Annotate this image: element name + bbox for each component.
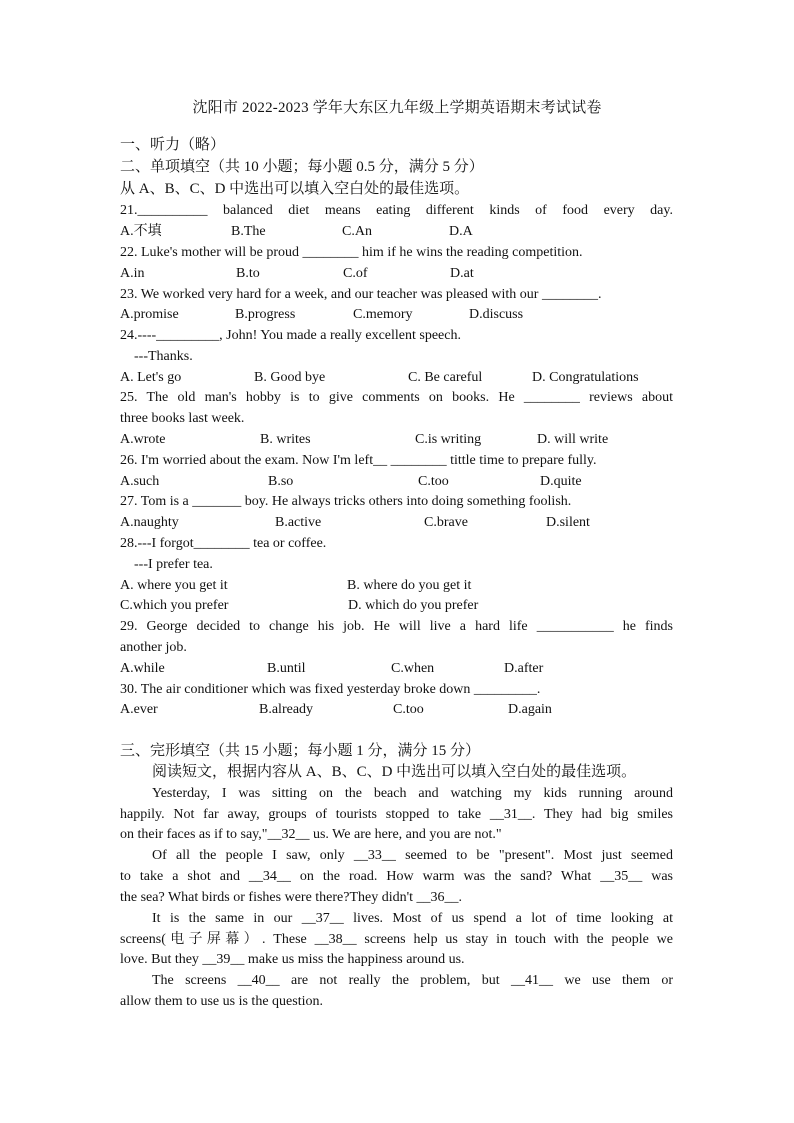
question-24-stem: 24.----_________, John! You made a really excellent speech. <box>120 328 461 343</box>
cloze-p4-line2: allow them to use us is the question. <box>120 994 323 1009</box>
q28-option-c: C.which you prefer <box>120 598 229 613</box>
q24-option-b: B. Good bye <box>254 370 326 385</box>
q23-option-b: B.progress <box>235 307 296 322</box>
question-25-stem: 25. The old man's hobby is to give comments on books. He ________ reviews about <box>120 390 673 405</box>
q22-option-d: D.at <box>450 266 474 281</box>
q28-option-b: B. where do you get it <box>347 578 472 593</box>
q29-option-b: B.until <box>267 661 306 676</box>
q26-option-c: C.too <box>418 474 449 489</box>
question-28-stem: 28.---I forgot________ tea or coffee. <box>120 536 327 551</box>
section-single-choice-heading: 二、单项填空（共 10 小题；每小题 0.5 分，满分 5 分） <box>120 159 484 175</box>
question-22-stem: 22. Luke's mother will be proud ________ him if he wins the reading competition. <box>120 245 583 260</box>
q30-option-b: B.already <box>259 702 314 717</box>
cloze-p3-line3: love. But they __39__ make us miss the happiness around us. <box>120 952 465 967</box>
q27-option-b: B.active <box>275 515 322 530</box>
cloze-p1-line3: on their faces as if to say,"__32__ us. We are here, and you are not." <box>120 827 502 842</box>
q25-option-a: A.wrote <box>120 432 166 447</box>
q26-option-a: A.such <box>120 474 160 489</box>
q30-option-c: C.too <box>393 702 424 717</box>
question-30-stem: 30. The air conditioner which was fixed yesterday broke down _________. <box>120 682 541 697</box>
q29-option-d: D.after <box>504 661 544 676</box>
q30-option-a: A.ever <box>120 702 158 717</box>
question-29-stem: 29. George decided to change his job. He will live a hard life ___________ he finds <box>120 619 673 634</box>
q29-option-a: A.while <box>120 661 165 676</box>
section-cloze-heading: 三、完形填空（共 15 小题；每小题 1 分，满分 15 分） <box>120 743 481 759</box>
q26-option-d: D.quite <box>540 474 582 489</box>
q25-option-b: B. writes <box>260 432 311 447</box>
q26-option-b: B.so <box>268 474 294 489</box>
q23-option-d: D.discuss <box>469 307 524 322</box>
q23-option-c: C.memory <box>353 307 413 322</box>
q27-option-a: A.naughty <box>120 515 179 530</box>
q21-option-d: D.A <box>449 224 473 239</box>
question-29-stem-cont: another job. <box>120 640 187 655</box>
q28-option-a: A. where you get it <box>120 578 228 593</box>
cloze-p1-line2: happily. Not far away, groups of tourists stopped to take __31__. They had big smiles <box>120 807 673 822</box>
section-cloze-instruction: 阅读短文，根据内容从 A、B、C、D 中选出可以填入空白处的最佳选项。 <box>152 764 637 780</box>
q27-option-d: D.silent <box>546 515 590 530</box>
q30-option-d: D.again <box>508 702 552 717</box>
cloze-p2-line2: to take a shot and __34__ on the road. How warm was the sand? What __35__ was <box>120 869 673 884</box>
page-title: 沈阳市 2022-2023 学年大东区九年级上学期英语期末考试试卷 <box>192 100 602 116</box>
q22-option-a: A.in <box>120 266 145 281</box>
cloze-p4-line1: The screens __40__ are not really the problem, but __41__ we use them or <box>152 973 673 988</box>
question-25-stem-cont: three books last week. <box>120 411 245 426</box>
section-single-choice-instruction: 从 A、B、C、D 中选出可以填入空白处的最佳选项。 <box>120 181 470 197</box>
q24-option-d: D. Congratulations <box>532 370 639 385</box>
q27-option-c: C.brave <box>424 515 468 530</box>
question-21-stem: 21.__________ balanced diet means eating different kinds of food every day. <box>120 203 673 218</box>
cloze-p3-line1: It is the same in our __37__ lives. Most of us spend a lot of time looking at <box>152 911 673 926</box>
q21-option-a: A.不填 <box>120 224 162 239</box>
cloze-p2-line1: Of all the people I saw, only __33__ seemed to be "present". Most just seemed <box>152 848 673 863</box>
q21-option-c: C.An <box>342 224 372 239</box>
question-27-stem: 27. Tom is a _______ boy. He always tricks others into doing something foolish. <box>120 494 572 509</box>
question-23-stem: 23. We worked very hard for a week, and our teacher was pleased with our ________. <box>120 287 602 302</box>
cloze-p1-line1: Yesterday, I was sitting on the beach and watching my kids running around <box>152 786 673 801</box>
question-24-reply: ---Thanks. <box>134 349 193 364</box>
q25-option-c: C.is writing <box>415 432 482 447</box>
q29-option-c: C.when <box>391 661 435 676</box>
q23-option-a: A.promise <box>120 307 179 322</box>
cloze-p2-line3: the sea? What birds or fishes were there?They didn't __36__. <box>120 890 463 905</box>
question-28-reply: ---I prefer tea. <box>134 557 213 572</box>
section-listening-heading: 一、听力（略） <box>120 137 226 153</box>
q22-option-c: C.of <box>343 266 368 281</box>
q25-option-d: D. will write <box>537 432 609 447</box>
q21-option-b: B.The <box>231 224 266 239</box>
q24-option-c: C. Be careful <box>408 370 483 385</box>
cloze-p3-line2: screens(电子屏幕）. These __38__ screens help us stay in touch with the people we <box>120 932 673 947</box>
q24-option-a: A. Let's go <box>120 370 182 385</box>
question-26-stem: 26. I'm worried about the exam. Now I'm left__ ________ tittle time to prepare fully. <box>120 453 597 468</box>
q22-option-b: B.to <box>236 266 260 281</box>
q28-option-d: D. which do you prefer <box>348 598 479 613</box>
